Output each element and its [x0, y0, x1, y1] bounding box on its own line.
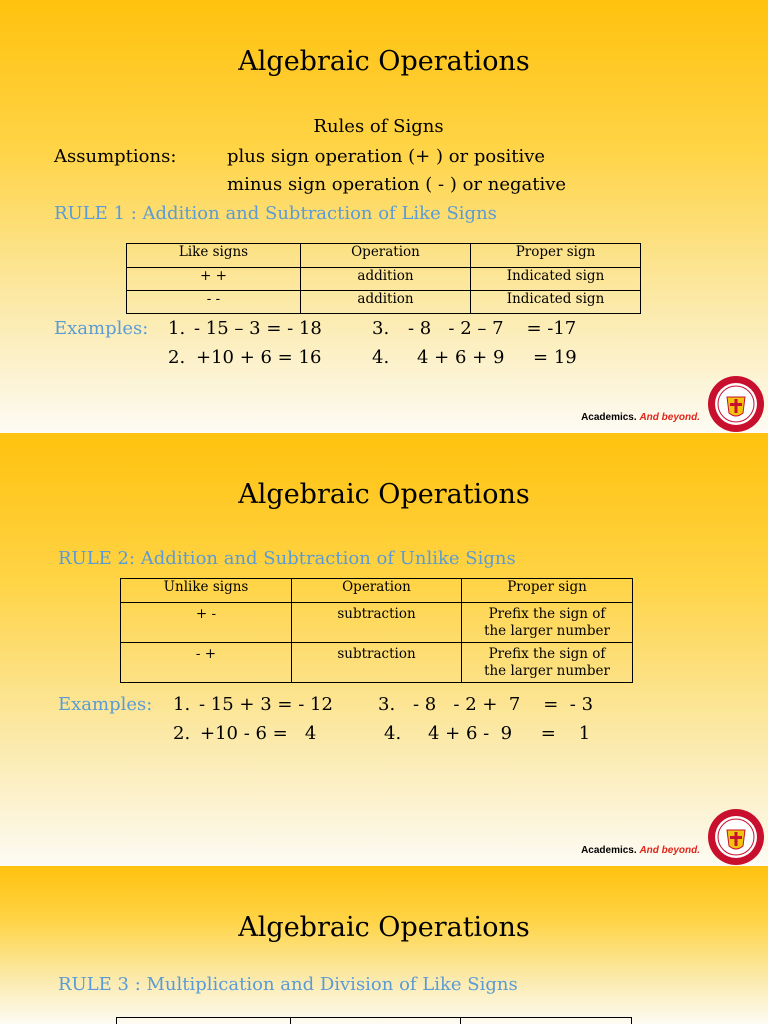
footer-tagline-red: And beyond.	[639, 845, 700, 856]
footer-brand: Academics.	[581, 412, 637, 423]
example-expression: 4 + 6 - 9 = 1	[428, 723, 591, 744]
table-row	[127, 291, 641, 314]
table-header: Operation	[292, 579, 462, 603]
slide-title: Algebraic Operations	[238, 912, 530, 943]
table-cell: Indicated sign	[471, 268, 641, 291]
footer-tagline	[581, 845, 700, 856]
rule-heading: RULE 1 : Addition and Subtraction of Like Signs	[54, 203, 497, 224]
example-number: 4.	[384, 723, 402, 744]
table-cell: Prefix the sign of the larger number	[462, 603, 633, 643]
rule-heading: RULE 3 : Multiplication and Division of Like Signs	[58, 974, 518, 995]
assumptions-label: Assumptions:	[54, 146, 177, 167]
table-cell: addition	[301, 291, 471, 314]
slide-subtitle: Rules of Signs	[313, 116, 444, 137]
example-number: 1.	[168, 318, 186, 339]
example-expression: - 8 - 2 + 7 = - 3	[413, 694, 594, 715]
school-seal-icon	[707, 808, 765, 866]
table-cell: + -	[121, 603, 292, 643]
table-header-row	[127, 244, 641, 268]
assumption-plus: plus sign operation (+ ) or positive	[227, 146, 546, 167]
table-cell: - -	[127, 291, 301, 314]
table-cell: subtraction	[292, 603, 462, 643]
table-header-row	[121, 579, 633, 603]
example-number: 1.	[173, 694, 191, 715]
table-header: Proper sign	[462, 579, 633, 603]
table-cell: - +	[121, 643, 292, 683]
table-header: Like signs	[127, 244, 301, 268]
examples-label: Examples:	[54, 318, 149, 339]
examples-label: Examples:	[58, 694, 153, 715]
example-number: 3.	[378, 694, 396, 715]
slide-title: Algebraic Operations	[238, 479, 530, 510]
table-divider	[290, 1018, 291, 1024]
table-row	[127, 268, 641, 291]
slide-title: Algebraic Operations	[238, 46, 530, 77]
signs-table	[126, 243, 641, 314]
example-expression: +10 + 6 = 16	[196, 347, 322, 368]
slide-3	[0, 866, 768, 1024]
footer-tagline-red: And beyond.	[639, 412, 700, 423]
example-number: 4.	[372, 347, 390, 368]
table-cell: Prefix the sign of the larger number	[462, 643, 633, 683]
example-expression: 4 + 6 + 9 = 19	[417, 347, 577, 368]
table-cell: addition	[301, 268, 471, 291]
example-expression: - 15 + 3 = - 12	[199, 694, 333, 715]
table-header: Unlike signs	[121, 579, 292, 603]
table-header: Operation	[301, 244, 471, 268]
example-expression: - 15 – 3 = - 18	[194, 318, 322, 339]
table-cell: Indicated sign	[471, 291, 641, 314]
slide-1	[0, 0, 768, 433]
table-row	[121, 643, 633, 683]
assumption-minus: minus sign operation ( - ) or negative	[227, 174, 567, 195]
rule-heading: RULE 2: Addition and Subtraction of Unlike Signs	[58, 548, 516, 569]
table-divider	[460, 1018, 461, 1024]
table-row	[121, 603, 633, 643]
table-header: Proper sign	[471, 244, 641, 268]
footer-tagline	[581, 412, 700, 423]
example-number: 2.	[173, 723, 191, 744]
table-divider	[631, 1018, 632, 1024]
table-cell: subtraction	[292, 643, 462, 683]
signs-table-top	[116, 1017, 632, 1024]
example-expression: +10 - 6 = 4	[200, 723, 317, 744]
slide-2	[0, 433, 768, 866]
footer-brand: Academics.	[581, 845, 637, 856]
signs-table	[120, 578, 633, 683]
example-expression: - 8 - 2 – 7 = -17	[408, 318, 577, 339]
example-number: 2.	[168, 347, 186, 368]
table-cell: + +	[127, 268, 301, 291]
school-seal-icon	[707, 375, 765, 433]
example-number: 3.	[372, 318, 390, 339]
table-divider	[116, 1018, 117, 1024]
